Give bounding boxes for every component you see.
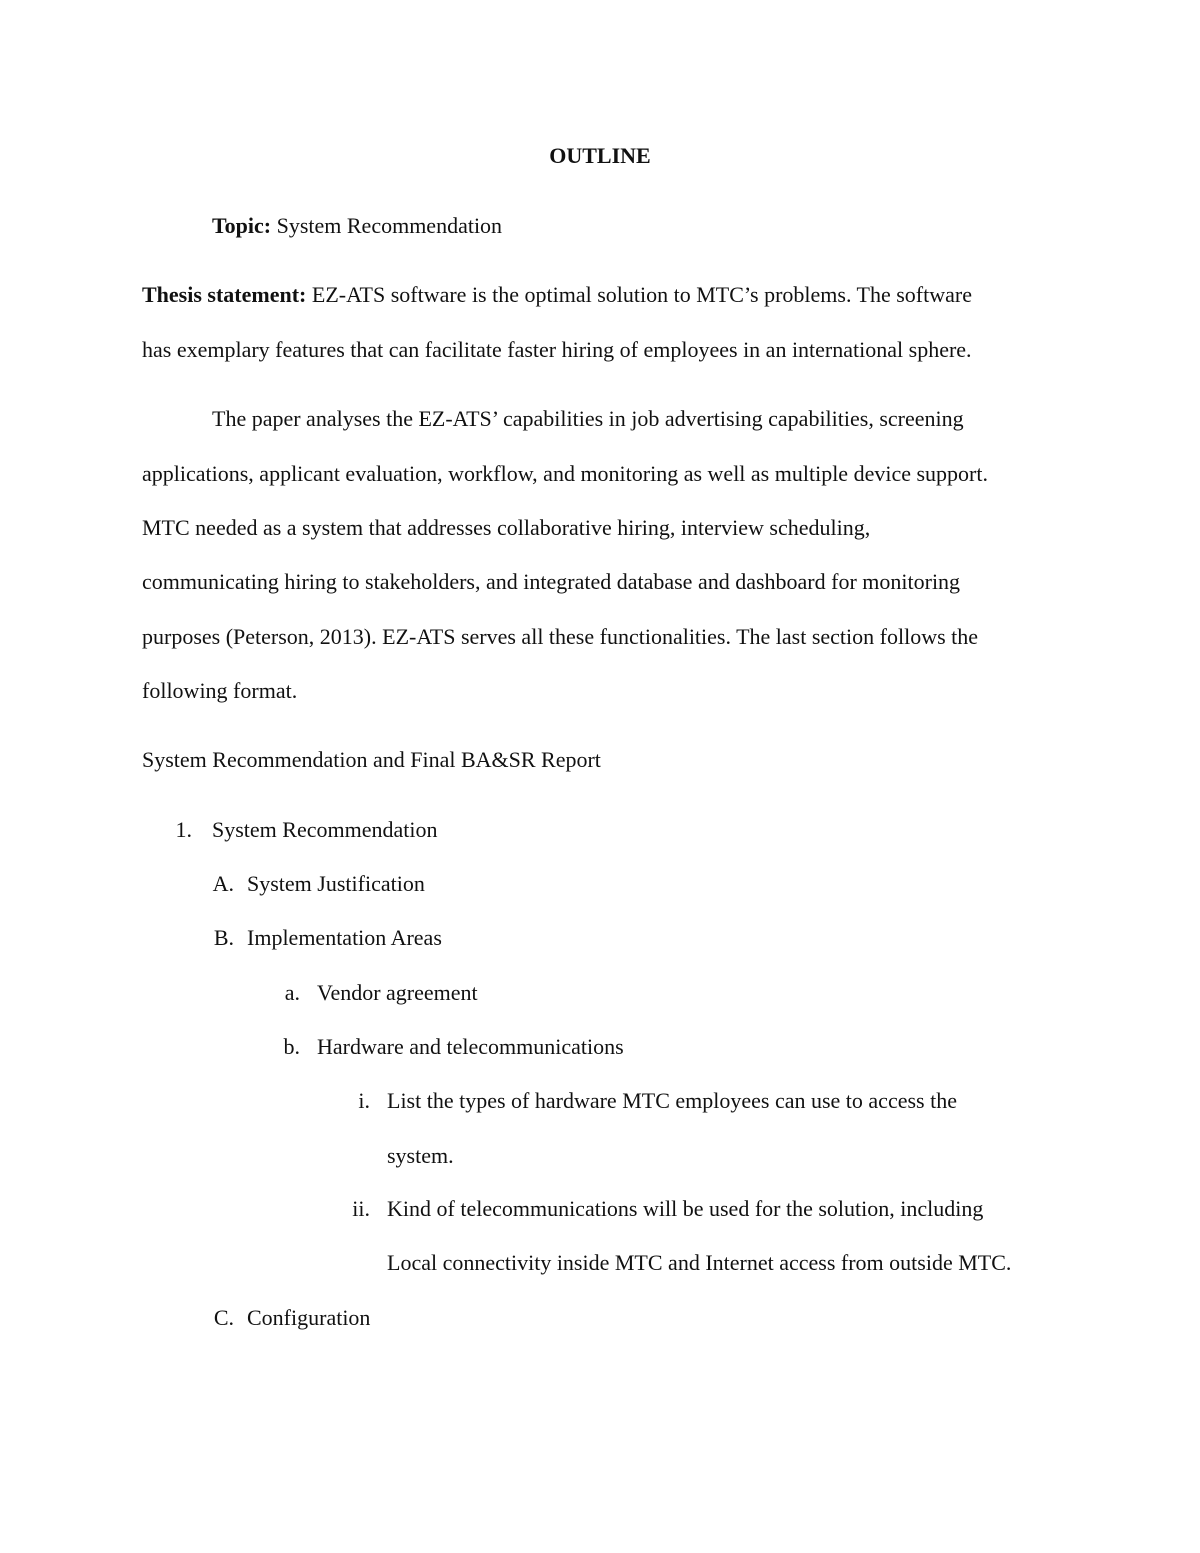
outline-item-ii-line-1: Kind of telecommunications will be used for the solution, including [387,1196,984,1221]
topic-value: System Recommendation [271,213,503,238]
thesis-line-1 [142,282,972,308]
outline-item-ii-line-2: Local connectivity inside MTC and Internet access from outside MTC. [387,1250,1012,1275]
section-heading: System Recommendation and Final BA&SR Report [142,747,601,772]
thesis-text-1: EZ-ATS software is the optimal solution to MTC’s problems. The software [306,282,972,307]
outline-marker-A: A. [212,871,234,896]
thesis-line-2: has exemplary features that can facilitate faster hiring of employees in an international sphere. [142,337,972,362]
outline-marker-B: B. [213,925,234,950]
outline-marker-a: a. [284,980,300,1005]
topic-line [212,213,502,239]
outline-item-i-line-1: List the types of hardware MTC employees can use to access the [387,1088,957,1113]
outline-marker-i: i. [358,1088,370,1113]
topic-label: Topic: [212,213,272,238]
outline-item-b: Hardware and telecommunications [317,1034,624,1059]
outline-item-B: Implementation Areas [247,925,442,950]
outline-item-i-line-2: system. [387,1143,454,1168]
outline-marker-1: 1. [175,817,192,842]
thesis-label: Thesis statement: [142,282,307,307]
body-line-1: The paper analyses the EZ-ATS’ capabilities in job advertising capabilities, screening [212,406,964,431]
outline-marker-b: b. [283,1034,300,1059]
outline-marker-C: C. [213,1305,234,1330]
body-line-4: communicating hiring to stakeholders, and integrated database and dashboard for monitoring [142,569,961,594]
body-line-2: applications, applicant evaluation, workflow, and monitoring as well as multiple device support. [142,461,988,486]
outline-item-1: System Recommendation [212,817,438,842]
body-line-3: MTC needed as a system that addresses collaborative hiring, interview scheduling, [142,515,871,540]
outline-marker-ii: ii. [352,1196,370,1221]
outline-item-A: System Justification [247,871,425,896]
page-title: OUTLINE [549,143,651,168]
body-line-5: purposes (Peterson, 2013). EZ-ATS serves all these functionalities. The last section follows the [142,624,979,649]
outline-item-a: Vendor agreement [317,980,478,1005]
body-line-6: following format. [142,678,298,703]
outline-item-C: Configuration [247,1305,371,1330]
